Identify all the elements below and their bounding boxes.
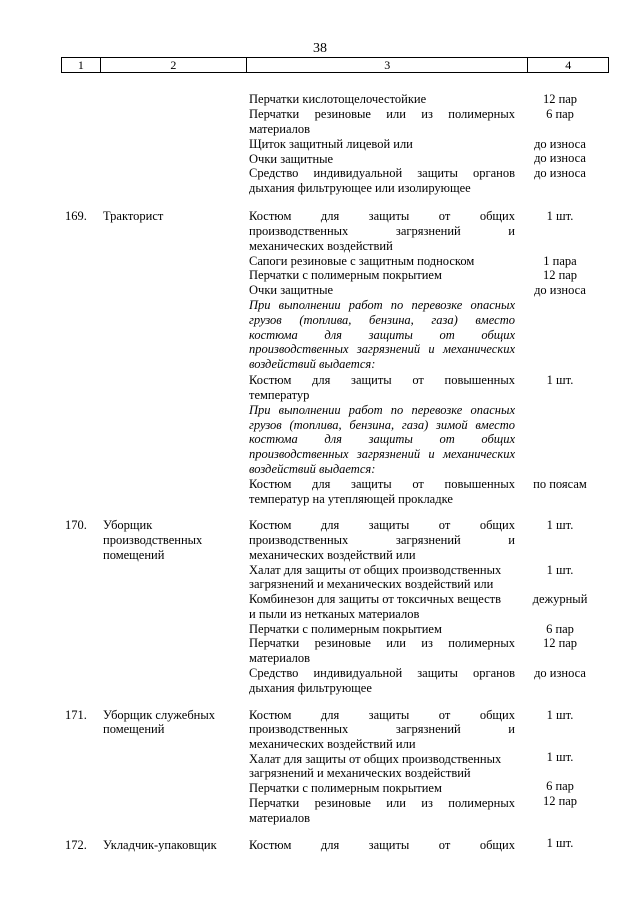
ppe-item-text: механических воздействий или (249, 737, 416, 751)
issue-norm: до износа (534, 137, 586, 151)
issue-norm: 12 пар (542, 92, 578, 106)
ppe-item-text: Костюм для защиты от общих (249, 838, 515, 852)
issue-norm: 1 шт. (546, 563, 574, 577)
ppe-item-text: и пыли из нетканых материалов (249, 607, 420, 621)
page-number: 38 (313, 41, 327, 56)
ppe-item-text: Перчатки резиновые или из полимерных (249, 636, 515, 650)
issue-norm: 12 пар (542, 636, 578, 650)
issue-norm: 12 пар (542, 268, 578, 282)
ppe-item-text: Щиток защитный лицевой или (249, 137, 413, 151)
ppe-item-text: температур (249, 388, 310, 402)
issue-norm: по поясам (533, 477, 587, 491)
table-header-row (61, 57, 609, 73)
ppe-item-text: температур на утепляющей прокладке (249, 492, 453, 506)
ppe-item-text: Средство индивидуальной защиты органов (249, 666, 515, 680)
ppe-item-text: производственных загрязнений и (249, 224, 515, 238)
ppe-item-text: загрязнений и механических воздействий (249, 766, 471, 780)
header-col-1: 1 (62, 58, 101, 72)
ppe-item-text: Перчатки кислотощелочестойкие (249, 92, 427, 106)
issue-norm: дежурный (532, 592, 588, 606)
row-number: 172. (65, 838, 87, 852)
ppe-item-text: загрязнений и механических воздействий или (249, 577, 494, 591)
ppe-item-text: костюма для защиты от общих (249, 432, 515, 446)
issue-norm: 12 пар (542, 794, 578, 808)
ppe-item-text: Халат для защиты от общих производственных (249, 563, 502, 577)
profession-name: помещений (103, 722, 165, 736)
ppe-item-text: При выполнении работ по перевозке опасных (249, 298, 515, 312)
ppe-item-text: материалов (249, 811, 311, 825)
issue-norm: 1 шт. (546, 518, 574, 532)
row-number: 169. (65, 209, 87, 223)
header-col-4: 4 (565, 58, 572, 72)
row-number: 171. (65, 708, 87, 722)
header-col-2: 2 (101, 58, 247, 72)
ppe-item-text: производственных загрязнений и (249, 722, 515, 736)
ppe-item-text: грузов (топлива, бензина, газа) зимой вместо (249, 418, 515, 432)
issue-norm: 6 пар (546, 622, 574, 636)
ppe-item-text: Очки защитные (249, 152, 334, 166)
profession-name: Уборщик (103, 518, 153, 532)
ppe-item-text: дыхания фильтрующее или изолирующее (249, 181, 471, 195)
profession-name: помещений (103, 548, 165, 562)
ppe-item-text: Перчатки с полимерным покрытием (249, 268, 442, 282)
issue-norm: до износа (534, 166, 586, 180)
ppe-item-text: Халат для защиты от общих производственных (249, 752, 502, 766)
issue-norm: до износа (534, 283, 586, 297)
ppe-item-text: При выполнении работ по перевозке опасных (249, 403, 515, 417)
ppe-item-text: дыхания фильтрующее (249, 681, 372, 695)
ppe-item-text: костюма для защиты от общих (249, 328, 515, 342)
ppe-item-text: Комбинезон для защиты от токсичных веществ (249, 592, 502, 606)
issue-norm: 6 пар (546, 779, 574, 793)
ppe-item-text: Костюм для защиты от общих (249, 518, 515, 532)
issue-norm: 6 пар (546, 107, 574, 121)
profession-name: Тракторист (103, 209, 164, 223)
ppe-item-text: Сапоги резиновые с защитным подноском (249, 254, 475, 268)
ppe-item-text: Очки защитные (249, 283, 334, 297)
ppe-item-text: производственных загрязнений и (249, 533, 515, 547)
issue-norm: до износа (534, 151, 586, 165)
ppe-item-text: механических воздействий (249, 239, 393, 253)
ppe-item-text: производственных загрязнений и механических (249, 447, 515, 461)
issue-norm: 1 пара (543, 254, 577, 268)
ppe-item-text: Средство индивидуальной защиты органов (249, 166, 515, 180)
ppe-item-text: производственных загрязнений и механических (249, 342, 515, 356)
ppe-item-text: Перчатки резиновые или из полимерных (249, 107, 515, 121)
issue-norm: 1 шт. (546, 209, 574, 223)
row-number: 170. (65, 518, 87, 532)
ppe-item-text: воздействий выдается: (249, 462, 376, 476)
issue-norm: 1 шт. (546, 750, 574, 764)
header-col-3: 3 (247, 58, 528, 72)
ppe-item-text: механических воздействий или (249, 548, 416, 562)
issue-norm: 1 шт. (546, 373, 574, 387)
profession-name: Укладчик-упаковщик (103, 838, 217, 852)
ppe-item-text: материалов (249, 651, 311, 665)
ppe-item-text: Костюм для защиты от общих (249, 209, 515, 223)
issue-norm: 1 шт. (546, 836, 574, 850)
ppe-item-text: Костюм для защиты от повышенных (249, 373, 515, 387)
profession-name: Уборщик служебных (103, 708, 216, 722)
ppe-item-text: Перчатки с полимерным покрытием (249, 781, 442, 795)
ppe-item-text: грузов (топлива, бензина, газа) вместо (249, 313, 515, 327)
ppe-item-text: Перчатки с полимерным покрытием (249, 622, 442, 636)
ppe-item-text: Костюм для защиты от повышенных (249, 477, 515, 491)
profession-name: производственных (103, 533, 203, 547)
ppe-item-text: воздействий выдается: (249, 357, 376, 371)
ppe-item-text: Костюм для защиты от общих (249, 708, 515, 722)
ppe-item-text: Перчатки резиновые или из полимерных (249, 796, 515, 810)
issue-norm: до износа (534, 666, 586, 680)
issue-norm: 1 шт. (546, 708, 574, 722)
ppe-item-text: материалов (249, 122, 311, 136)
